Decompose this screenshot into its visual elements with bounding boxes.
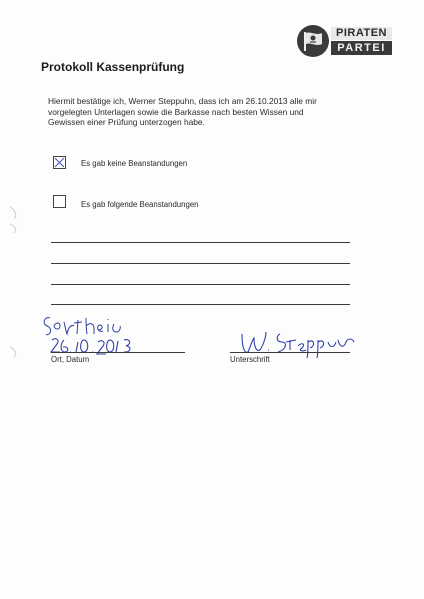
check-mark-icon <box>54 157 65 168</box>
intro-line-1: Hiermit bestätige ich, Werner Steppuhn, dass ich am 26.10.2013 alle mir <box>48 96 317 106</box>
punch-hole-mark-upper <box>8 204 24 234</box>
option-label-following-objections: Es gab folgende Beanstandungen <box>81 200 199 209</box>
signature-caption: Unterschrift <box>230 355 270 364</box>
objection-line-1 <box>51 242 350 243</box>
intro-paragraph <box>48 96 364 128</box>
checkbox-following-objections[interactable] <box>53 195 66 208</box>
objection-line-2 <box>51 263 350 264</box>
place-date-line <box>51 352 185 353</box>
pirate-flag-icon <box>296 24 330 58</box>
option-label-no-objections: Es gab keine Beanstandungen <box>81 159 188 168</box>
logo-word-partei: PARTEI <box>331 41 392 55</box>
logo-word-piraten: PIRATEN <box>331 27 392 40</box>
place-date-caption: Ort, Datum <box>51 355 90 364</box>
intro-line-3: Gewissen einer Prüfung unterzogen habe. <box>48 117 205 128</box>
objection-line-4 <box>51 304 350 305</box>
intro-line-2: vorgelegten Unterlagen sowie die Barkasse nach besten Wissen und <box>48 106 304 117</box>
signature-line <box>230 352 350 353</box>
checkbox-no-objections[interactable] <box>53 156 66 169</box>
objection-line-3 <box>51 284 350 285</box>
punch-hole-mark-lower <box>8 345 24 359</box>
party-logo <box>296 24 394 58</box>
document-title: Protokoll Kassenprüfung <box>41 60 185 74</box>
